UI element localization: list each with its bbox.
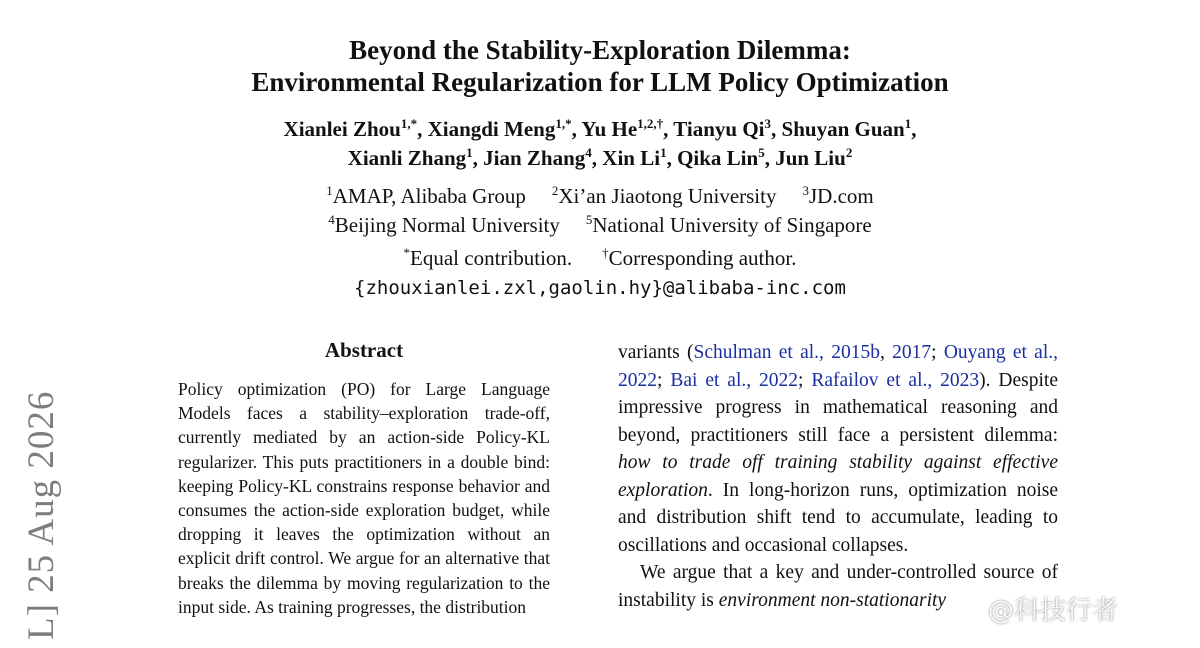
affil-number: 2 [551,183,559,198]
author-name: Shuyan Guan [781,117,905,141]
author-name: Xianlei Zhou [283,117,401,141]
author-affil-mark: 1,2,† [637,116,664,131]
arxiv-side-identifier: L] 25 Aug 2026 [21,390,62,640]
author-name: Yu He [581,117,638,141]
affil-number: 3 [802,183,809,198]
author-affil-mark: 1,* [400,116,418,131]
author-list [0,115,1200,173]
intro-emphasis: environment non-stationarity [718,589,947,611]
watermark-text: @科技行者 [988,596,1119,626]
intro-text: , [879,342,893,363]
author-affil-mark: 1 [660,145,667,160]
affiliation: Xi’an Jiaotong University [558,184,777,208]
author-affil-mark: 3 [764,116,772,131]
affil-number: 5 [585,212,593,227]
intro-text: . In long-horizon runs, optimization noise and distribution shift tend to accumulate, leading to oscillations and occasional collapses. [618,479,1058,556]
author-line-2: Xianli Zhang$^1$, Jian Zhang$^4$, Xin Li$^1$, Qika Lin$^5$, Jun Liu$^2$ [347,145,853,170]
equal-contribution-note: Equal contribution. [410,246,573,270]
abstract-heading: Abstract [324,338,404,362]
intro-text: ; [798,369,812,391]
author-name: Qika Lin [677,146,759,170]
citation-link[interactable]: Rafailov et al., 2023 [811,369,980,391]
affiliation: AMAP, Alibaba Group [332,184,526,208]
introduction-column [618,339,1058,614]
affil-number: 1 [326,183,333,198]
author-affil-mark: 1 [466,145,473,160]
contact-email: {zhouxianlei.zxl,gaolin.hy}@alibaba-inc.com [354,277,846,299]
author-line-1: Xianlei Zhou$^{1,*}$, Xiangdi Meng$^{1,*}$, Yu $He^{1,2,\dagger}$, Tianyu Qi$^3$, Shuyan Guan$^1$, [283,116,917,141]
intro-paragraph-1 [618,339,1058,559]
corresponding-mark: † [602,245,609,260]
intro-text: ). Despite impressive progress in mathematical reasoning and beyond, practitioners still face a persistent dilemma: [618,369,1059,446]
weibo-watermark [988,590,1118,627]
affiliation: JD.com [808,184,874,208]
author-affil-mark: 1,* [555,116,572,131]
author-affil-mark: 5 [758,145,765,160]
intro-text: ; [657,369,671,391]
author-affil-mark: 2 [845,145,853,160]
intro-text: variants ( [618,342,694,363]
author-name: Xiangdi Meng [427,117,556,141]
intro-text: ; [931,342,944,363]
affiliation: National University of Singapore [592,213,872,237]
author-notes [0,244,1200,273]
abstract-text: Policy optimization (PO) for Large Language Models faces a stability–exploration trade-off, currently mediated by an action-side Policy-KL regularizer. This puts practitioners in a double bind: keeping Policy-KL constrains response behavior and consumes the action-side exploration budget, while dropping it leaves the optimization without an explicit drift control. We argue for an alternative that breaks the dilemma by moving regularization to the input side. As training progresses, the distribution [178,379,550,617]
affiliation: Beijing Normal University [334,213,560,237]
corresponding-author-note: Corresponding author. [608,246,797,270]
author-affil-mark: 4 [585,145,592,160]
intro-text: We argue that a key and under-controlled source of instability is [618,562,1058,611]
citation-link[interactable]: Ouyang et al., 2022 [618,342,1059,391]
author-affil-mark: 1 [904,116,912,131]
author-name: Xianli Zhang [347,146,467,170]
author-name: Jian Zhang [483,146,586,170]
title-line-2: Environmental Regularization for LLM Policy Optimization [251,67,949,97]
intro-emphasis: how to trade off training stability against effective exploration [618,452,1058,501]
affiliation-line-1 [0,182,1200,211]
citation-link[interactable]: Schulman et al., 2015b [693,342,880,363]
title-line-1: Beyond the Stability-Exploration Dilemma: [349,35,851,65]
affiliation-list [0,182,1200,240]
author-name: Jun Liu [775,146,846,170]
citation-link[interactable]: Bai et al., 2022 [670,369,799,391]
author-name: Tianyu Qi [673,117,765,141]
affil-number: 4 [328,212,335,227]
equal-mark: * [403,245,411,260]
affiliation-line-2 [0,211,1200,240]
paper-title [0,34,1200,98]
citation-link[interactable]: 2017 [892,342,932,363]
author-name: Xin Li [602,146,661,170]
